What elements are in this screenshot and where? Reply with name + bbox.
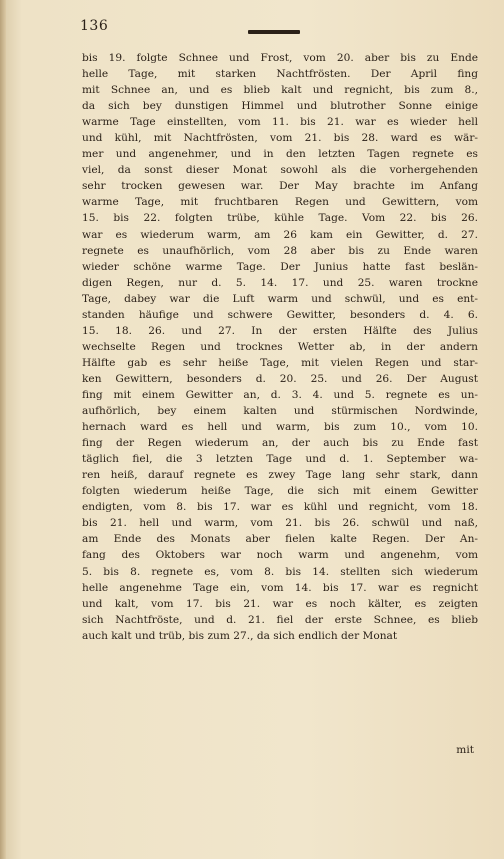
text-line: standen häufige und schwere Gewitter, besonders d. 4. 6.	[82, 308, 478, 321]
text-line: viel, da sonst dieser Monat sowohl als die vorhergehenden	[82, 164, 478, 177]
text-line: fing der Regen wiederum an, der auch bis zu Ende fast	[82, 437, 478, 450]
page-spine-edge	[0, 0, 6, 859]
text-line: wieder schöne warme Tage. Der Junius hatte fast beslän-	[82, 260, 478, 273]
text-line: endigten, vom 8. bis 17. war es kühl und regnicht, vom 18.	[82, 501, 478, 514]
page-number: 136	[80, 18, 109, 34]
text-line: helle Tage, mit starken Nachtfrösten. Der April fing	[82, 68, 478, 81]
text-line: ren heiß, darauf regnete es zwey Tage lang sehr stark, dann	[82, 469, 478, 482]
text-line: Tage, dabey war die Luft warm und schwül, und es ent-	[82, 292, 478, 305]
text-line: aufhörlich, bey einem kalten und stürmischen Nordwinde,	[82, 405, 478, 418]
text-line: folgten wiederum heiße Tage, die sich mit einem Gewitter	[82, 485, 478, 498]
text-line: 15. bis 22. folgten trübe, kühle Tage. Vom 22. bis 26.	[82, 212, 478, 225]
text-line: und kühl, mit Nachtfrösten, vom 21. bis 28. ward es wär-	[82, 132, 478, 145]
text-line: fang des Oktobers war noch warm und angenehm, vom	[82, 549, 478, 562]
text-line: bis 19. folgte Schnee und Frost, vom 20. aber bis zu Ende	[82, 52, 478, 64]
text-line: fing mit einem Gewitter an, d. 3. 4. und 5. regnete es un-	[82, 388, 478, 401]
text-line: sehr trocken gewesen war. Der May brachte im Anfang	[82, 180, 478, 193]
text-line: mer und angenehmer, und in den letzten Tagen regnete es	[82, 148, 478, 161]
text-line: bis 21. hell und warm, vom 21. bis 26. schwül und naß,	[82, 517, 478, 530]
text-line: ken Gewittern, besonders d. 20. 25. und 26. Der August	[82, 372, 478, 385]
text-line: digen Regen, nur d. 5. 14. 17. und 25. waren trockne	[82, 276, 478, 289]
text-line: da sich bey dunstigen Himmel und blutrother Sonne einige	[82, 100, 478, 113]
body-text	[82, 50, 478, 644]
text-line: wechselte Regen und trocknes Wetter ab, in der andern	[82, 340, 478, 353]
text-line: sich Nachtfröste, und d. 21. fiel der erste Schnee, es blieb	[82, 613, 478, 626]
catchword: mit	[456, 744, 474, 756]
text-line: warme Tage, mit fruchtbaren Regen und Gewittern, vom	[82, 196, 478, 209]
text-line: regnete es unaufhörlich, vom 28 aber bis zu Ende waren	[82, 244, 478, 257]
text-line: mit Schnee an, und es blieb kalt und regnicht, bis zum 8.,	[82, 84, 478, 97]
text-line: auch kalt und trüb, bis zum 27., da sich endlich der Monat	[82, 629, 398, 642]
text-line: 5. bis 8. regnete es, vom 8. bis 14. stellten sich wiederum	[82, 565, 478, 578]
text-line: am Ende des Monats aber fielen kalte Regen. Der An-	[82, 533, 478, 546]
text-line: warme Tage einstellten, vom 11. bis 21. war es wieder hell	[82, 116, 478, 129]
text-line: 15. 18. 26. und 27. In der ersten Hälfte des Julius	[82, 324, 478, 337]
header-rule	[248, 30, 300, 34]
text-line: helle angenehme Tage ein, vom 14. bis 17. war es regnicht	[82, 581, 478, 594]
text-line: täglich fiel, die 3 letzten Tage und d. 1. September wa-	[82, 453, 478, 466]
text-line: Hälfte gab es sehr heiße Tage, mit vielen Regen und star-	[82, 356, 478, 369]
text-line: und kalt, vom 17. bis 21. war es noch kälter, es zeigten	[82, 597, 478, 610]
text-line: war es wiederum warm, am 26 kam ein Gewitter, d. 27.	[82, 228, 478, 241]
text-line: hernach ward es hell und warm, bis zum 10., vom 10.	[82, 421, 478, 434]
